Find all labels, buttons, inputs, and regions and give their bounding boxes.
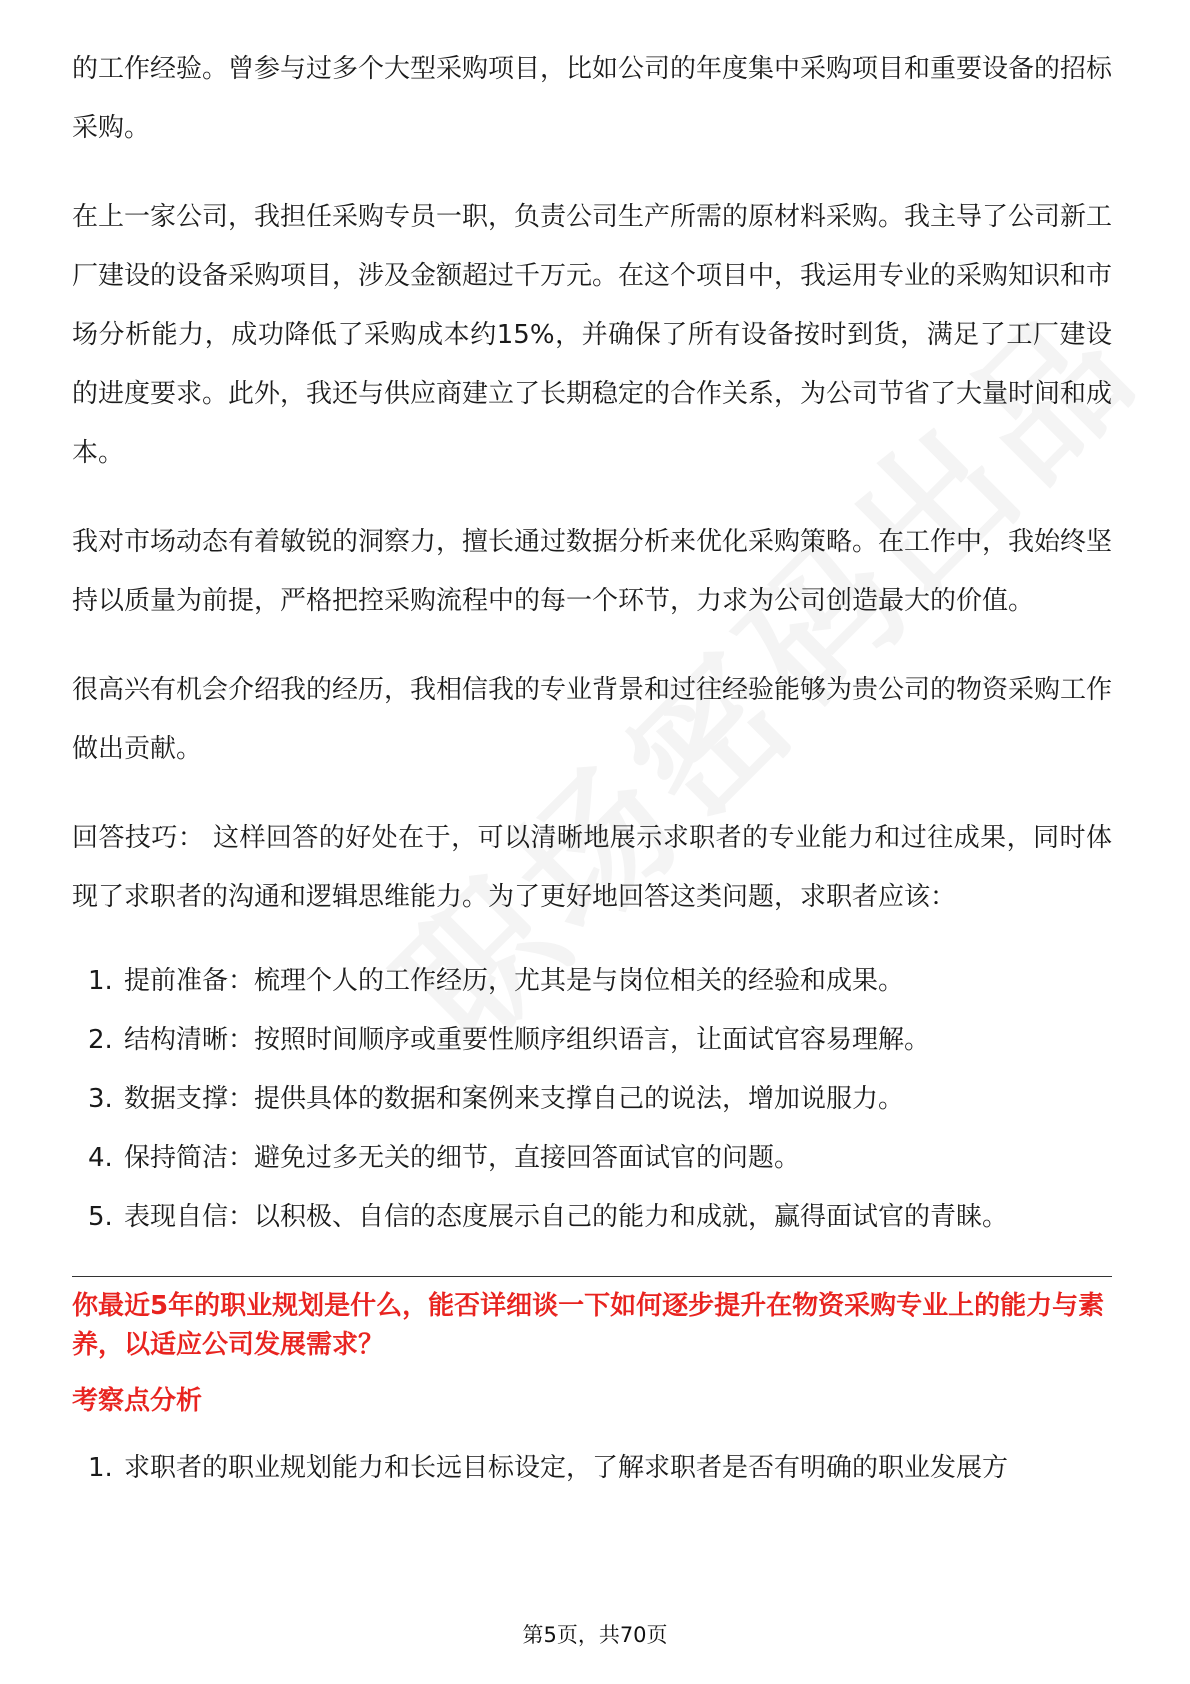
- list-text: 结构清晰：按照时间顺序或重要性顺序组织语言，让面试官容易理解。: [124, 1025, 931, 1055]
- list-item: [72, 1129, 1112, 1188]
- paragraph-intro-continued: 的工作经验。曾参与过多个大型采购项目，比如公司的年度集中采购项目和重要设备的招标采购。: [72, 54, 1113, 143]
- list-number: 3.: [88, 1084, 113, 1114]
- list-text: 提前准备：梳理个人的工作经历，尤其是与岗位相关的经验和成果。: [124, 966, 905, 996]
- list-text: 表现自信：以积极、自信的态度展示自己的能力和成就，赢得面试官的青睐。: [124, 1202, 1009, 1232]
- list-number: 1.: [88, 1453, 113, 1483]
- document-page: [72, 40, 1112, 1498]
- page-footer: 第5页，共70页: [522, 1623, 668, 1647]
- paragraph-previous-job: 在上一家公司，我担任采购专员一职，负责公司生产所需的原材料采购。我主导了公司新工厂建设的设备采购项目，涉及金额超过千万元。在这个项目中，我运用专业的采购知识和市场分析能力，成功降低了采购成本约15%，并确保了所有设备按时到货，满足了工厂建设的进度要求。此外，我还与供应商建立了长期稳定的合作关系，为公司节省了大量时间和成本。: [72, 202, 1113, 468]
- paragraph-closing: 很高兴有机会介绍我的经历，我相信我的专业背景和过往经验能够为贵公司的物资采购工作做出贡献。: [72, 675, 1113, 764]
- list-item: [72, 952, 1112, 1011]
- answer-tips: 回答技巧： 这样回答的好处在于，可以清晰地展示求职者的专业能力和过往成果，同时体现了求职者的沟通和逻辑思维能力。为了更好地回答这类问题，求职者应该：: [72, 823, 1112, 912]
- tips-list: [72, 952, 1112, 1247]
- list-item: [72, 1070, 1112, 1129]
- list-number: 5.: [88, 1202, 113, 1232]
- list-item: [72, 1188, 1112, 1247]
- list-number: 4.: [88, 1143, 113, 1173]
- list-text: 保持简洁：避免过多无关的细节，直接回答面试官的问题。: [124, 1143, 801, 1173]
- interview-question: 你最近5年的职业规划是什么，能否详细谈一下如何逐步提升在物资采购专业上的能力与素养，以适应公司发展需求？: [72, 1291, 1105, 1360]
- list-text: 求职者的职业规划能力和长远目标设定，了解求职者是否有明确的职业发展方: [124, 1453, 1009, 1483]
- analysis-list: [72, 1439, 1112, 1498]
- list-item: [72, 1011, 1112, 1070]
- list-text: 数据支撑：提供具体的数据和案例来支撑自己的说法，增加说服力。: [124, 1084, 905, 1114]
- list-number: 2.: [88, 1025, 113, 1055]
- analysis-heading: 考察点分析: [72, 1386, 203, 1416]
- section-divider: [72, 1276, 1112, 1277]
- list-number: 1.: [88, 966, 113, 996]
- list-item: [72, 1439, 1112, 1498]
- paragraph-market-insight: 我对市场动态有着敏锐的洞察力，擅长通过数据分析来优化采购策略。在工作中，我始终坚持以质量为前提，严格把控采购流程中的每一个环节，力求为公司创造最大的价值。: [72, 527, 1113, 616]
